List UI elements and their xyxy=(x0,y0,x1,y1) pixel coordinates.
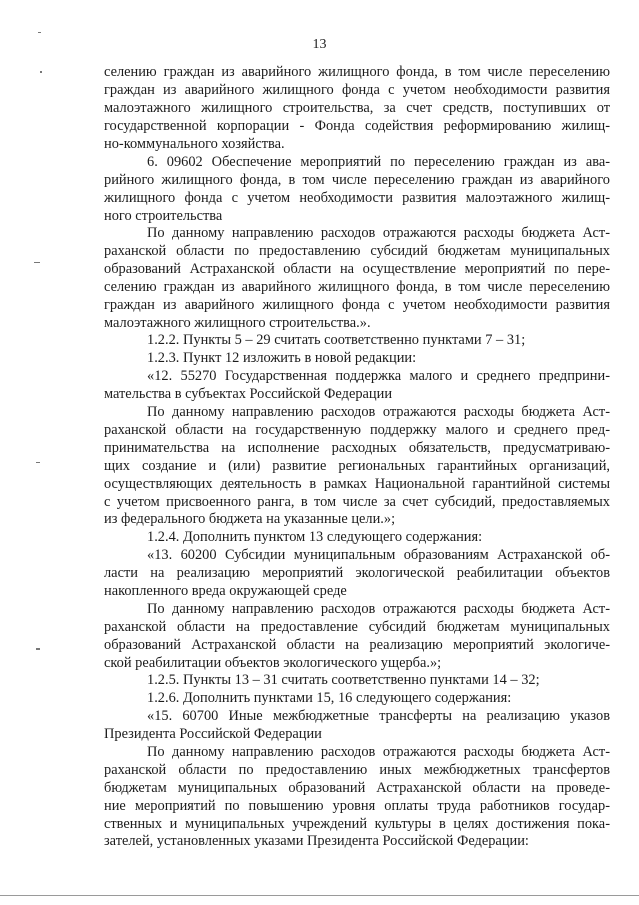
page-number: 13 xyxy=(312,37,327,52)
text-line: По данному направлению расходов отражаются расходы бюджета Аст- xyxy=(147,225,610,241)
text-line: 1.2.4. Дополнить пунктом 13 следующего содержания: xyxy=(147,529,483,545)
text-line: раханской области на предоставление субсидий бюджетам муниципальных xyxy=(104,619,610,635)
text-line: но-коммунального хозяйства. xyxy=(104,136,285,152)
text-line: с учетом присвоенного ранга, в том числе за счет субсидий, предоставляемых xyxy=(104,494,610,510)
text-line: По данному направлению расходов отражаются расходы бюджета Аст- xyxy=(147,404,610,420)
text-line: раханской области по предоставлению иных межбюджетных трансфертов xyxy=(104,762,610,778)
text-line: малоэтажного жилищного строительства.». xyxy=(104,315,371,331)
text-line: ственных и муниципальных учреждений культуры в целях достижения пока- xyxy=(104,816,610,832)
text-line: из федерального бюджета на указанные цели.»; xyxy=(104,511,396,527)
text-line: щих создание и (или) развитие региональных гарантийных организаций, xyxy=(104,458,610,474)
text-line: раханской области на государственную поддержку малого и среднего пред- xyxy=(104,422,610,438)
text-line: образований Астраханской области на реализацию мероприятий экологиче- xyxy=(104,637,610,653)
page-bottom-edge xyxy=(0,895,639,896)
text-line: осуществляющих деятельность в рамках Национальной гарантийной системы xyxy=(104,476,610,492)
text-line: принимательства на исполнение расходных обязательств, предусматриваю- xyxy=(104,440,610,456)
text-line: селению граждан из аварийного жилищного фонда, в том числе переселению xyxy=(104,64,610,80)
text-line: По данному направлению расходов отражаются расходы бюджета Аст- xyxy=(147,744,610,760)
text-line: зателей, установленных указами Президента Российской Федерации: xyxy=(104,833,529,849)
text-line: граждан из аварийного жилищного фонда с учетом необходимости развития xyxy=(104,297,610,313)
text-line: 1.2.6. Дополнить пунктами 15, 16 следующего содержания: xyxy=(147,690,512,706)
text-line: накопленного вреда окружающей среде xyxy=(104,583,347,599)
text-line: 6. 09602 Обеспечение мероприятий по переселению граждан из ава- xyxy=(147,154,610,170)
text-line: малоэтажного жилищного строительства, за счет средств, поступивших от xyxy=(104,100,610,116)
text-line: мательства в субъектах Российской Федерации xyxy=(104,386,393,402)
text-line: Президента Российской Федерации xyxy=(104,726,322,742)
text-line: граждан из аварийного жилищного фонда с учетом необходимости развития xyxy=(104,82,610,98)
text-line: ской реабилитации объектов экологического ущерба.»; xyxy=(104,655,442,671)
text-line: бюджетам муниципальных образований Астраханской области на проведе- xyxy=(104,780,610,796)
text-line: образований Астраханской области на осуществление мероприятий по пере- xyxy=(104,261,610,277)
text-line: ние мероприятий по повышению уровня оплаты труда работников государ- xyxy=(104,798,610,814)
text-line: «13. 60200 Субсидии муниципальным образованиям Астраханской об- xyxy=(147,547,610,563)
text-line: 1.2.2. Пункты 5 – 29 считать соответственно пунктами 7 – 31; xyxy=(147,332,526,348)
text-line: 1.2.5. Пункты 13 – 31 считать соответственно пунктами 14 – 32; xyxy=(147,672,540,688)
text-line: «15. 60700 Иные межбюджетные трансферты на реализацию указов xyxy=(147,708,610,724)
text-line: 1.2.3. Пункт 12 изложить в новой редакции: xyxy=(147,350,417,366)
text-line: «12. 55270 Государственная поддержка малого и среднего предприни- xyxy=(147,368,610,384)
text-line: ласти на реализацию мероприятий экологической реабилитации объектов xyxy=(104,565,610,581)
text-line: жилищного фонда с учетом необходимости развития малоэтажного жилищ- xyxy=(104,190,610,206)
text-line: селению граждан из аварийного жилищного фонда, в том числе переселению xyxy=(104,279,610,295)
text-line: государственной корпорации - Фонда содействия реформированию жилищ- xyxy=(104,118,610,134)
text-line: ного строительства xyxy=(104,208,223,224)
text-line: рийного жилищного фонда, в том числе переселению граждан из аварийного xyxy=(104,172,610,188)
text-line: По данному направлению расходов отражаются расходы бюджета Аст- xyxy=(147,601,610,617)
text-line: раханской области по предоставлению субсидий бюджетам муниципальных xyxy=(104,243,610,259)
